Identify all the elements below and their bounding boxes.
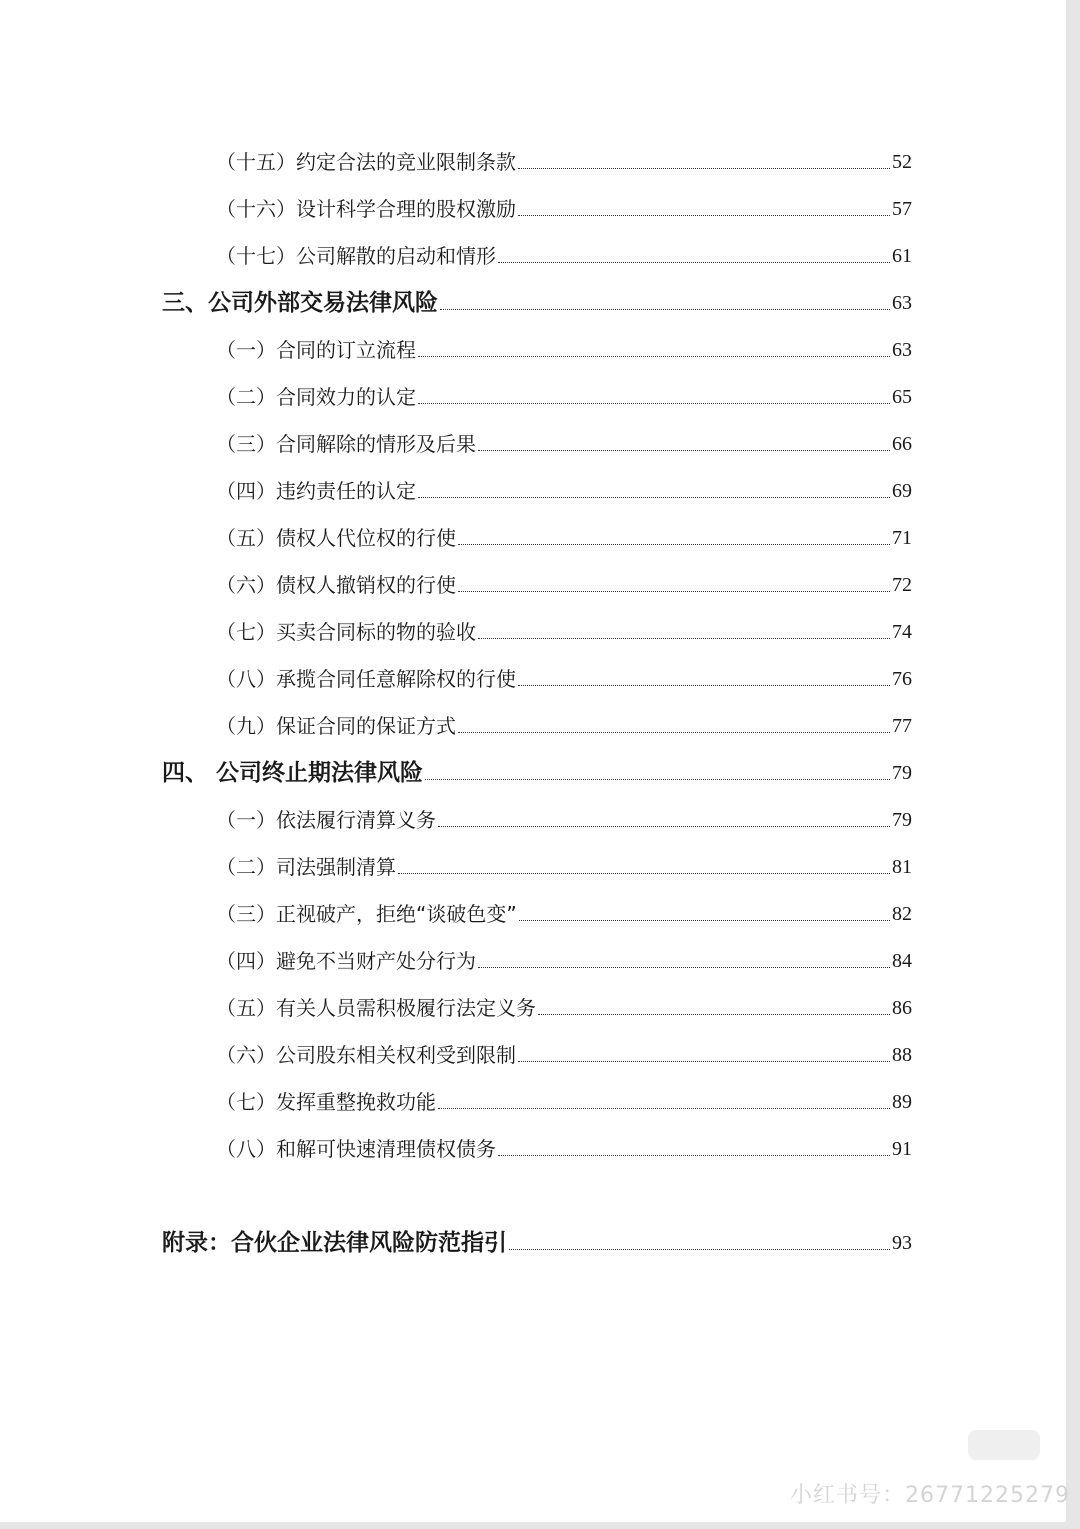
dot-leader (509, 1249, 890, 1250)
toc-entry-title: （七）发挥重整挽救功能 (216, 1090, 436, 1114)
toc-page-number: 91 (892, 1138, 912, 1160)
toc-page-number: 63 (892, 292, 912, 314)
toc-page-number: 66 (892, 433, 912, 455)
toc-entry-title: （七）买卖合同标的物的验收 (216, 620, 476, 644)
dot-leader (438, 1108, 890, 1109)
dot-leader (458, 544, 890, 545)
toc-entry[interactable] (216, 1083, 912, 1115)
toc-page-number: 86 (892, 997, 912, 1019)
dot-leader (518, 1061, 890, 1062)
toc-entry[interactable] (216, 895, 912, 927)
toc-entry-title: （四）避免不当财产处分行为 (216, 949, 476, 973)
toc-page-number: 61 (892, 245, 912, 267)
toc-entry-title: （十五）约定合法的竞业限制条款 (216, 150, 516, 174)
toc-page-number: 57 (892, 198, 912, 220)
dot-leader (518, 685, 890, 686)
toc-entry[interactable] (216, 190, 912, 222)
toc-page-number: 76 (892, 668, 912, 690)
toc-page-number: 77 (892, 715, 912, 737)
toc-entry-title: 附录：合伙企业法律风险防范指引 (162, 1230, 507, 1256)
toc-appendix-heading[interactable] (162, 1224, 912, 1256)
toc-page-number: 69 (892, 480, 912, 502)
dot-leader (425, 779, 890, 780)
toc-page-number: 72 (892, 574, 912, 596)
toc-entry[interactable] (216, 425, 912, 457)
toc-entry-title: （四）违约责任的认定 (216, 479, 416, 503)
toc-page-number: 84 (892, 950, 912, 972)
toc-entry-title: （九）保证合同的保证方式 (216, 714, 456, 738)
watermark-text: 小红书号：26771225279 (790, 1483, 1070, 1508)
toc-entry-title: 三、公司外部交易法律风险 (162, 290, 438, 316)
dot-leader (538, 1014, 890, 1015)
toc-entry[interactable] (216, 989, 912, 1021)
toc-entry[interactable] (216, 519, 912, 551)
toc-page-number: 65 (892, 386, 912, 408)
toc-page-number: 88 (892, 1044, 912, 1066)
dot-leader (478, 967, 890, 968)
dot-leader (440, 309, 890, 310)
toc-entry[interactable] (216, 1036, 912, 1068)
toc-page-number: 93 (892, 1232, 912, 1254)
dot-leader (418, 356, 890, 357)
toc-page-number: 74 (892, 621, 912, 643)
toc-page-number: 63 (892, 339, 912, 361)
dot-leader (518, 215, 890, 216)
toc-entry[interactable] (216, 331, 912, 363)
toc-entry-title: （十七）公司解散的启动和情形 (216, 244, 496, 268)
toc-entry-title: （二）司法强制清算 (216, 855, 396, 879)
toc-entry[interactable] (216, 237, 912, 269)
dot-leader (478, 450, 890, 451)
toc-entry[interactable] (216, 801, 912, 833)
toc-entry[interactable] (216, 942, 912, 974)
toc-entry[interactable] (216, 472, 912, 504)
dot-leader (438, 826, 890, 827)
toc-page-number: 81 (892, 856, 912, 878)
toc-entry-title: （六）债权人撤销权的行使 (216, 573, 456, 597)
toc-entry[interactable] (216, 566, 912, 598)
toc-entry[interactable] (216, 848, 912, 880)
toc-page-number: 82 (892, 903, 912, 925)
toc-entry-title: （五）有关人员需积极履行法定义务 (216, 996, 536, 1020)
toc-entry-title: （八）和解可快速清理债权债务 (216, 1137, 496, 1161)
toc-entry-title: （八）承揽合同任意解除权的行使 (216, 667, 516, 691)
toc-entry-title: （一）合同的订立流程 (216, 338, 416, 362)
toc-entry-title: （五）债权人代位权的行使 (216, 526, 456, 550)
toc-page-number: 52 (892, 151, 912, 173)
toc-page-number: 71 (892, 527, 912, 549)
watermark-logo-icon (968, 1430, 1040, 1460)
toc-page-number: 89 (892, 1091, 912, 1113)
dot-leader (518, 168, 890, 169)
dot-leader (478, 638, 890, 639)
toc-page-number: 79 (892, 762, 912, 784)
toc-entry-title: （三）合同解除的情形及后果 (216, 432, 476, 456)
toc-entry-title: （三）正视破产，拒绝“谈破色变” (216, 902, 517, 926)
toc-entry-title: （二）合同效力的认定 (216, 385, 416, 409)
dot-leader (418, 497, 890, 498)
toc-entry[interactable] (216, 1130, 912, 1162)
toc-entry[interactable] (216, 378, 912, 410)
toc-entry-title: 四、 公司终止期法律风险 (162, 760, 424, 786)
toc-entry-title: （十六）设计科学合理的股权激励 (216, 197, 516, 221)
toc-entry[interactable] (216, 143, 912, 175)
toc-entry[interactable] (216, 613, 912, 645)
dot-leader (519, 920, 890, 921)
dot-leader (398, 873, 890, 874)
toc-entry[interactable] (216, 707, 912, 739)
toc-section-heading[interactable] (162, 754, 912, 786)
toc-entry-title: （六）公司股东相关权利受到限制 (216, 1043, 516, 1067)
dot-leader (418, 403, 890, 404)
dot-leader (498, 262, 890, 263)
toc-page-number: 79 (892, 809, 912, 831)
dot-leader (458, 591, 890, 592)
toc-section-heading[interactable] (162, 284, 912, 316)
dot-leader (458, 732, 890, 733)
toc-entry[interactable] (216, 660, 912, 692)
toc-entry-title: （一）依法履行清算义务 (216, 808, 436, 832)
dot-leader (498, 1155, 890, 1156)
